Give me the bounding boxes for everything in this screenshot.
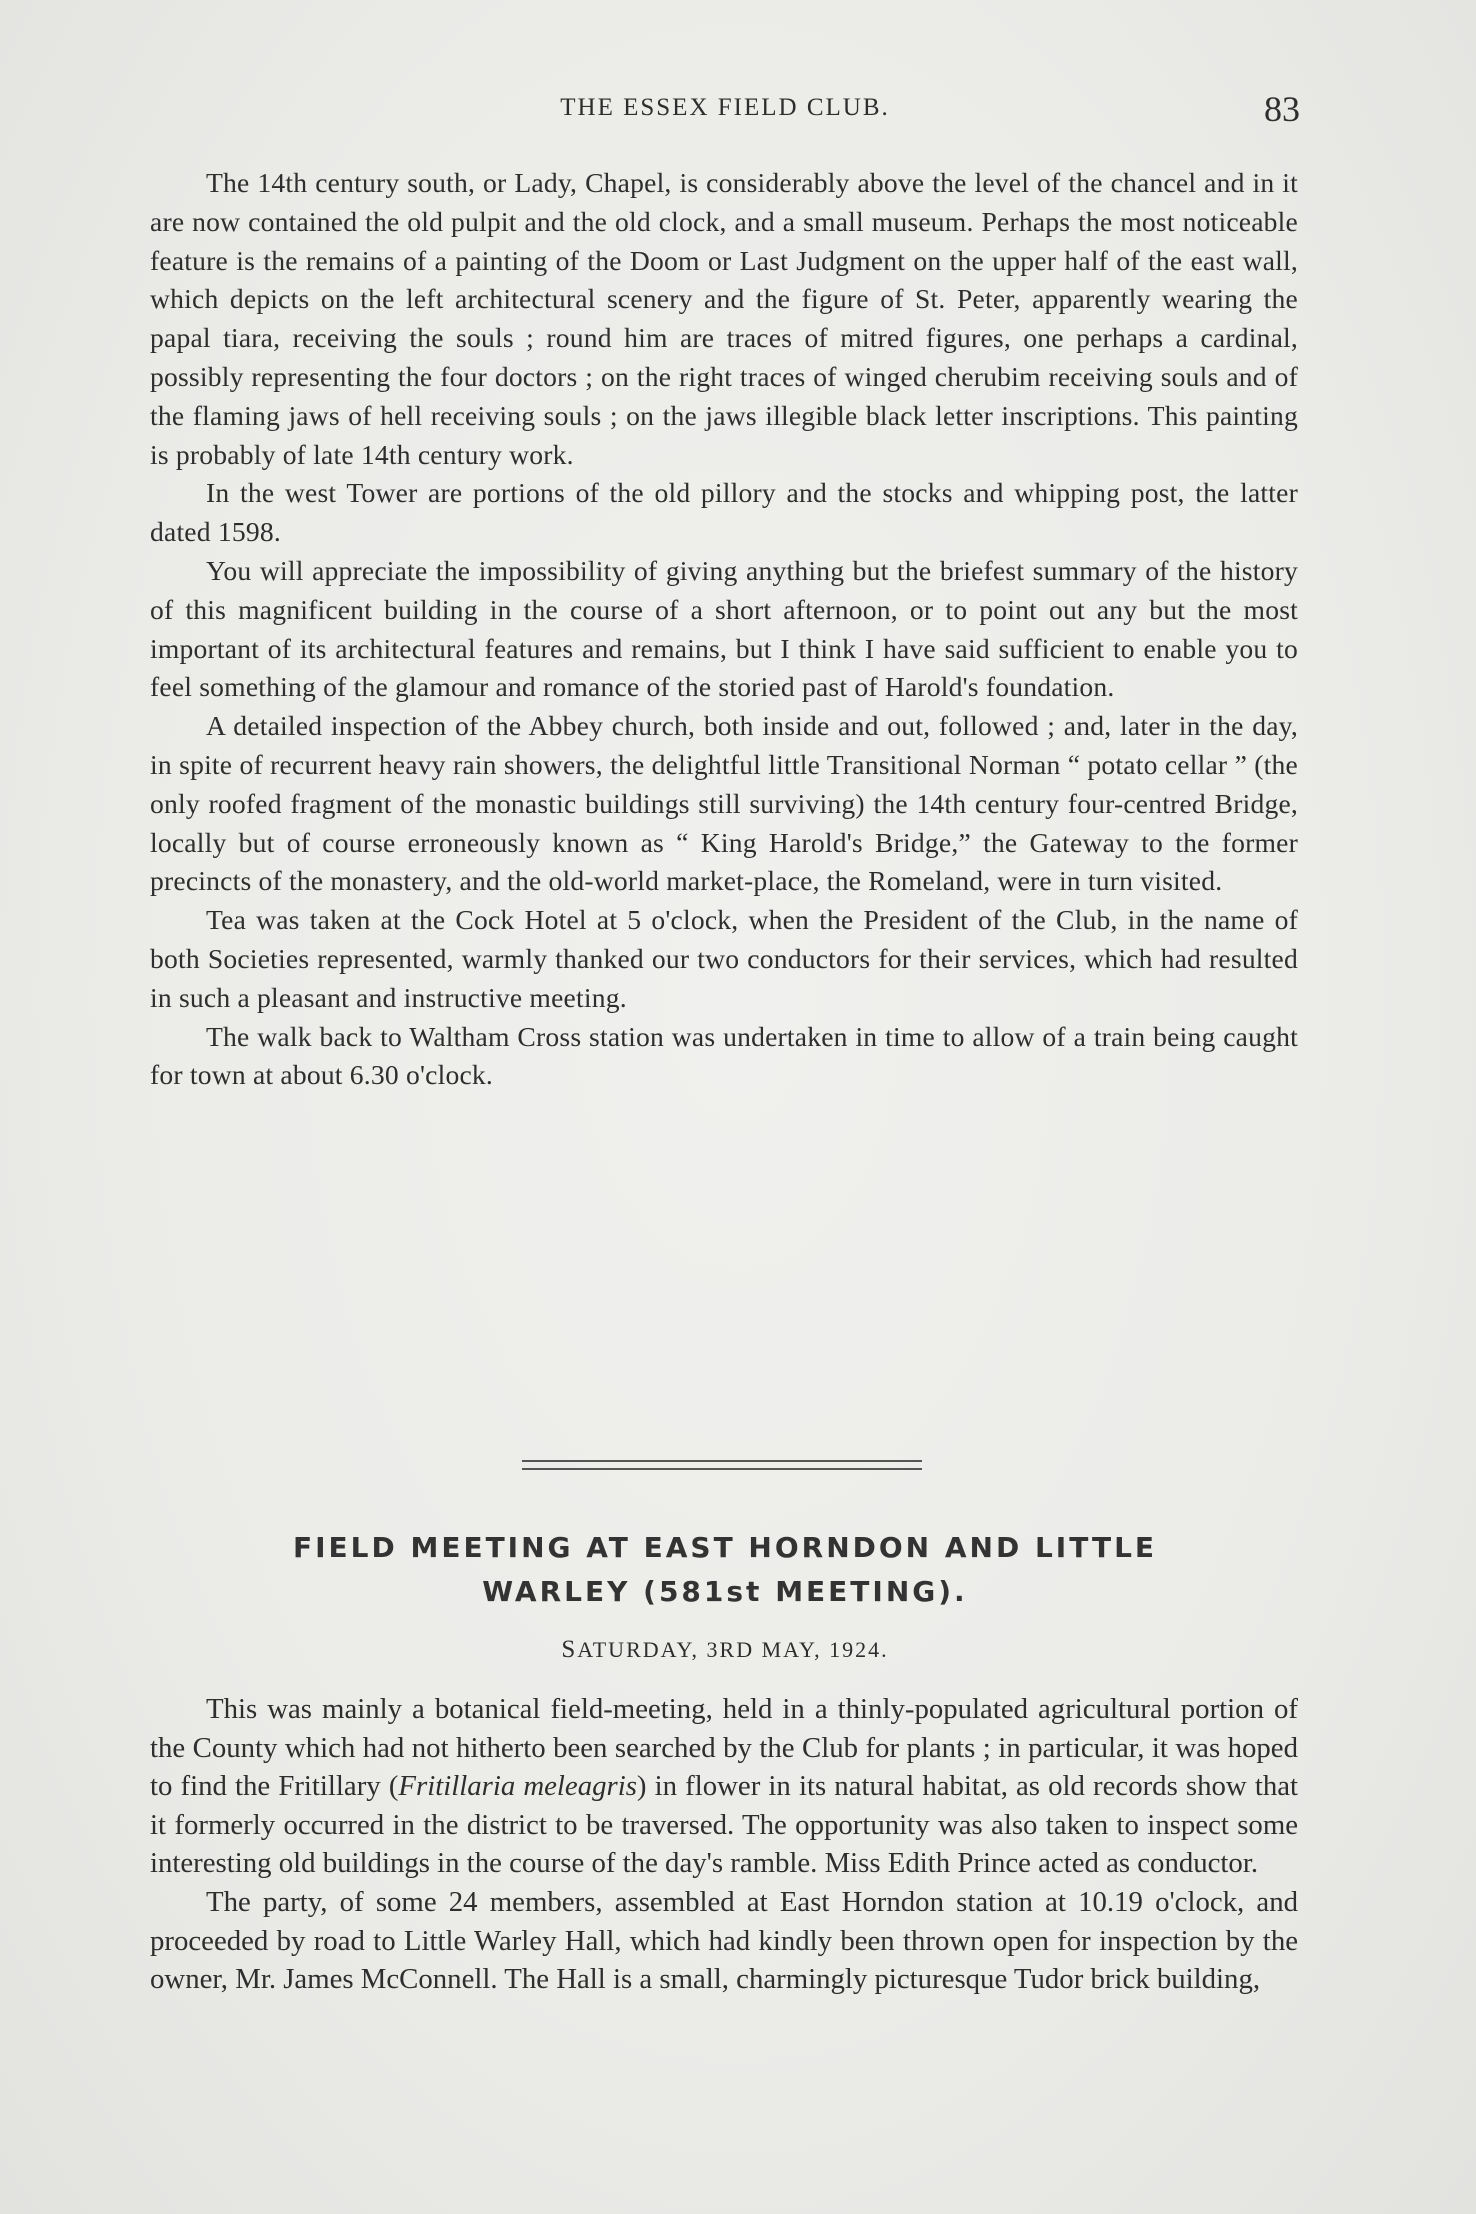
section-heading <box>150 1526 1300 1614</box>
paragraph-botanical-end: ) in flower in its natural habitat, as old records show that it formerly occurred in the district to be traversed. The opportunity was also taken to inspect some interesting old buildings in the course of the day's ramble. Miss Edith Prince acted as conductor. <box>150 1770 1299 1880</box>
section-date <box>150 1636 1300 1664</box>
page-number: 83 <box>1264 89 1300 129</box>
running-title: THE ESSEX FIELD CLUB. <box>560 94 890 121</box>
paragraph-botanical-start: This was mainly a botanical field-meeting, held in a thinly-populated agricultural portion of the County which had not hitherto been searched by the Club for plants ; in particular, it was hoped to find the Fritillary ( <box>150 1693 1298 1803</box>
continued-text <box>150 164 1298 1095</box>
section-date-initial: S <box>561 1636 578 1663</box>
paragraph-doom-painting: The 14th century south, or Lady, Chapel, is considerably above the level of the chancel and in it are now contained the old pulpit and the old clock, and a small museum. Perhaps the most noticeable feature is the remains of a painting of the Doom or Last Judgment on the upper half of the east wall, which depicts on the left architectural scenery and the figure of St. Peter, apparently wearing the papal tiara, receiving the souls ; round him are traces of mitred figures, one perhaps a cardinal, possibly representing the four doctors ; on the right traces of winged cherubim receiving souls and of the flaming jaws of hell receiving souls ; on the jaws illegible black letter inscriptions. This painting is probably of late 14th century work. <box>150 167 1298 470</box>
paragraph-inspection: A detailed inspection of the Abbey church, both inside and out, followed ; and, later in the day, in spite of recurrent heavy rain showers, the delightful little Transitional Norman “ potato cellar ” (the only roofed fragment of the monastic buildings still surviving) the 14th century four-centred Bridge, locally but of course erroneously known as “ King Harold's Bridge,” the Gateway to the former precincts of the monastery, and the old-world market-place, the Romeland, were in turn visited. <box>150 710 1298 897</box>
paragraph-party: The party, of some 24 members, assembled at East Horndon station at 10.19 o'clock, and proceeded by road to Little Warley Hall, which had kindly been thrown open for inspection by the owner, Mr. James McConnell. The Hall is a small, charmingly picturesque Tudor brick building, <box>150 1885 1298 1996</box>
paragraph-botanical <box>150 1690 1298 1883</box>
section-date-rest: ATURDAY, 3RD MAY, 1924. <box>577 1637 889 1662</box>
section-text <box>150 1690 1298 1999</box>
paragraph-walk-back: The walk back to Waltham Cross station was undertaken in time to allow of a train being caught for town at about 6.30 o'clock. <box>150 1020 1298 1091</box>
paragraph-tea: Tea was taken at the Cock Hotel at 5 o'clock, when the President of the Club, in the name of both Societies represented, warmly thanked our two conductors for their services, which had resulted in such a pleasant and instructive meeting. <box>150 904 1298 1013</box>
section-divider <box>522 1460 922 1470</box>
section-heading-line2: WARLEY (581st MEETING). <box>482 1575 968 1608</box>
section-heading-line1: FIELD MEETING AT EAST HORNDON AND LITTLE <box>292 1531 1158 1564</box>
paragraph-west-tower: In the west Tower are portions of the old pillory and the stocks and whipping post, the latter dated 1598. <box>150 477 1298 548</box>
running-head <box>150 88 1300 128</box>
paragraph-summary: You will appreciate the impossibility of giving anything but the briefest summary of the history of this magnificent building in the course of a short afternoon, or to point out any but the most important of its architectural features and remains, but I think I have said sufficient to enable you to feel something of the glamour and romance of the storied past of Harold's foundation. <box>150 554 1298 703</box>
species-name: Fritillaria meleagris <box>398 1770 637 1803</box>
